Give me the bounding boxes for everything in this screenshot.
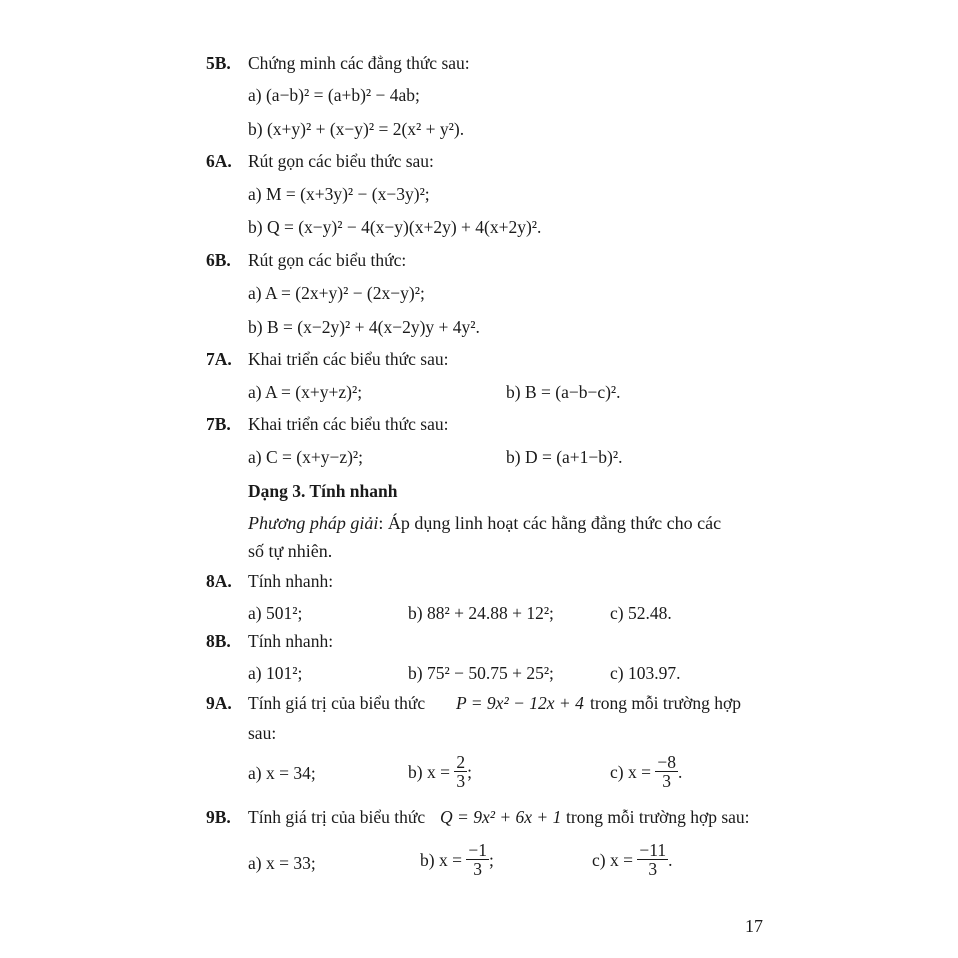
problem-number: 7B. bbox=[206, 414, 231, 434]
page-number: 17 bbox=[745, 916, 763, 936]
problem-number: 8B. bbox=[206, 631, 231, 651]
problem-title: Khai triển các biểu thức sau: bbox=[248, 414, 449, 434]
problem-number: 6A. bbox=[206, 151, 232, 171]
method-line-2: số tự nhiên. bbox=[248, 541, 333, 561]
problem-number: 9A. bbox=[206, 693, 232, 713]
problem-part-a: a) M = (x+3y)² − (x−3y)²; bbox=[248, 184, 430, 204]
problem-part-c: c) 103.97. bbox=[610, 663, 681, 683]
fraction bbox=[466, 841, 489, 878]
problem-title: Chứng minh các đẳng thức sau: bbox=[248, 53, 470, 73]
problem-title-2: trong mỗi trường hợp bbox=[590, 693, 741, 713]
problem-number: 9B. bbox=[206, 807, 231, 827]
fraction bbox=[637, 841, 668, 878]
numerator: −1 bbox=[468, 840, 487, 861]
problem-part-a: a) 501²; bbox=[248, 603, 303, 623]
problem-title: Tính nhanh: bbox=[248, 571, 334, 591]
problem-part-b: b) x = $\frac{-1}{3}$ ; bbox=[420, 840, 494, 880]
problem-expression: P = 9x² − 12x + 4 bbox=[456, 693, 584, 713]
problem-part-c: c) 52.48. bbox=[610, 603, 672, 623]
problem-part-b: b) Q = (x−y)² − 4(x−y)(x+2y) + 4(x+2y)². bbox=[248, 217, 542, 237]
problem-title-2: trong mỗi trường hợp sau: bbox=[566, 807, 750, 827]
problem-part-b: b) 75² − 50.75 + 25²; bbox=[408, 663, 554, 683]
fraction bbox=[454, 753, 467, 790]
problem-title: Rút gọn các biểu thức: bbox=[248, 250, 407, 270]
problem-part-b: b) 88² + 24.88 + 12²; bbox=[408, 603, 554, 623]
problem-part-b: b) (x+y)² + (x−y)² = 2(x² + y²). bbox=[248, 119, 465, 139]
problem-number: 5B. bbox=[206, 53, 231, 73]
method-label: Phương pháp giải bbox=[248, 513, 379, 533]
part-c-prefix: c) x = bbox=[592, 850, 633, 870]
problem-number: 8A. bbox=[206, 571, 232, 591]
problem-title: Tính nhanh: bbox=[248, 631, 334, 651]
numerator: −8 bbox=[657, 752, 676, 773]
problem-title-1: Tính giá trị của biểu thức bbox=[248, 807, 426, 827]
part-c-prefix: c) x = bbox=[610, 762, 651, 782]
problem-part-b: b) D = (a+1−b)². bbox=[506, 447, 623, 467]
problem-part-a: a) 101²; bbox=[248, 663, 303, 683]
section-heading: Dạng 3. Tính nhanh bbox=[248, 481, 398, 501]
problem-part-b: b) B = (a−b−c)². bbox=[506, 382, 621, 402]
fraction bbox=[655, 753, 678, 790]
problem-expression: Q = 9x² + 6x + 1 bbox=[440, 807, 562, 827]
problem-number: 7A. bbox=[206, 349, 232, 369]
problem-part-c: c) x = $\frac{-8}{3}$ . bbox=[610, 752, 683, 792]
problem-part-c: c) x = $\frac{-11}{3}$ . bbox=[592, 840, 673, 880]
denominator: 3 bbox=[456, 771, 466, 792]
problem-title: Rút gọn các biểu thức sau: bbox=[248, 151, 434, 171]
problem-title-1: Tính giá trị của biểu thức bbox=[248, 693, 426, 713]
problem-title-3: sau: bbox=[248, 723, 277, 743]
problem-part-a: a) x = 34; bbox=[248, 763, 316, 783]
denominator: 3 bbox=[662, 771, 672, 792]
problem-title: Khai triển các biểu thức sau: bbox=[248, 349, 449, 369]
method-text: : Áp dụng linh hoạt các hằng đẳng thức cho các bbox=[378, 513, 722, 533]
part-b-prefix: b) x = bbox=[408, 762, 450, 782]
numerator: −11 bbox=[639, 840, 667, 861]
problem-number: 6B. bbox=[206, 250, 231, 270]
problem-part-a: a) A = (x+y+z)²; bbox=[248, 382, 363, 402]
problem-part-b: b) x = $\frac{2}{3}$ ; bbox=[408, 752, 472, 792]
denominator: 3 bbox=[648, 859, 658, 880]
denominator: 3 bbox=[473, 859, 483, 880]
problem-part-a: a) A = (2x+y)² − (2x−y)²; bbox=[248, 283, 425, 303]
problem-part-a: a) x = 33; bbox=[248, 853, 316, 873]
problem-part-b: b) B = (x−2y)² + 4(x−2y)y + 4y². bbox=[248, 317, 480, 337]
numerator: 2 bbox=[456, 752, 466, 773]
problem-part-a: a) (a−b)² = (a+b)² − 4ab; bbox=[248, 85, 420, 105]
part-b-prefix: b) x = bbox=[420, 850, 462, 870]
problem-part-a: a) C = (x+y−z)²; bbox=[248, 447, 364, 467]
method-line-1 bbox=[248, 512, 721, 534]
